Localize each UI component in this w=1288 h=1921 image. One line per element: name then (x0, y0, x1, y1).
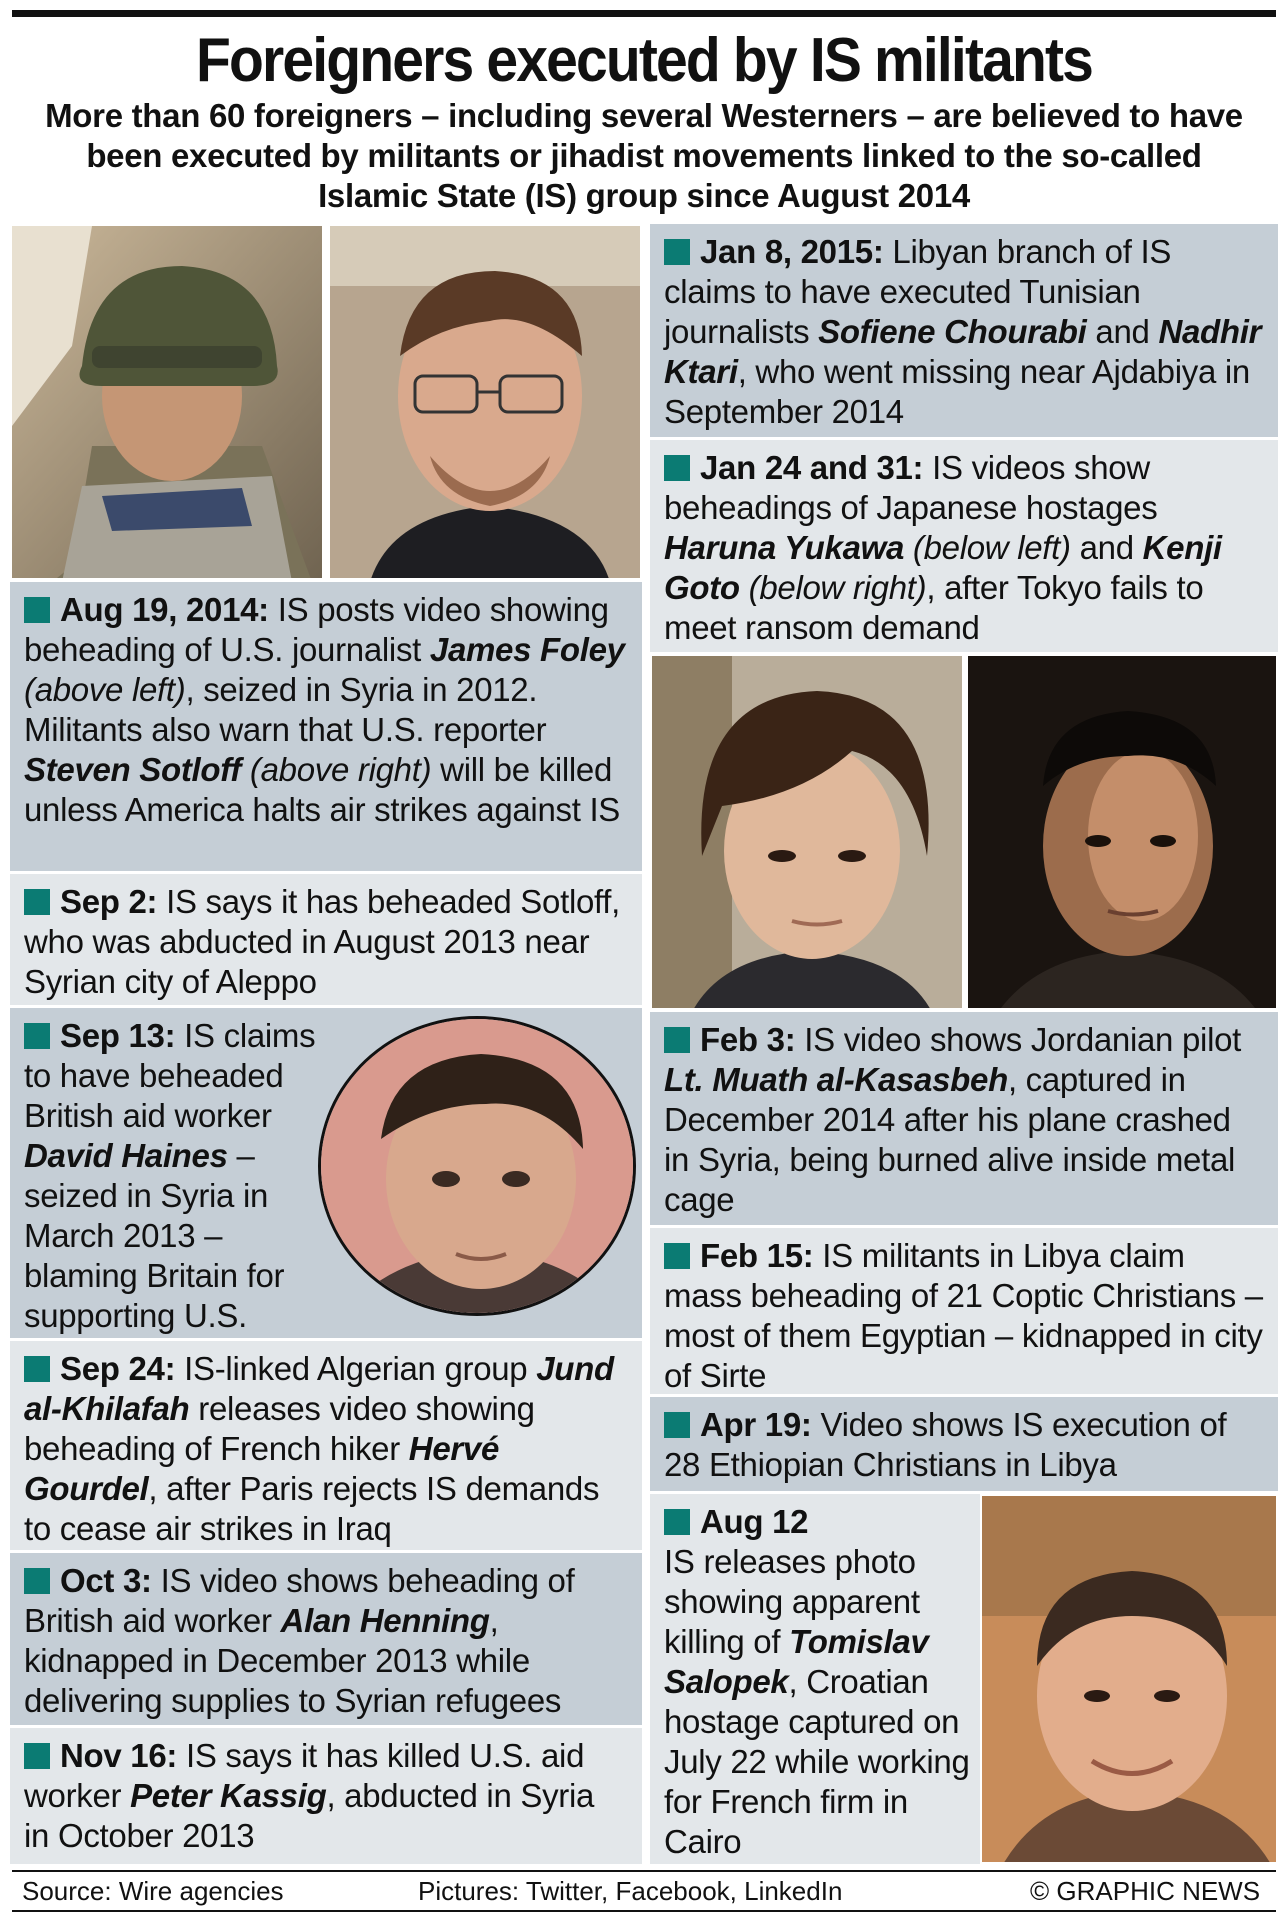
name-nadhir-ktari: Nadhir Ktari (664, 313, 1262, 390)
name-peter-kassig: Peter Kassig (130, 1777, 327, 1814)
footer-rule-top (12, 1870, 1276, 1872)
entry-aug19-2014: Aug 19, 2014: IS posts video showing beheading of U.S. journalist James Foley (above left), seized in Syria in 2012. Militants also warn that U.S. reporter Steven Sotloff (above right) will be killed unless America halts air strikes against IS (10, 582, 642, 871)
entry-feb15: Feb 15: IS militants in Libya claim mass beheading of 21 Coptic Christians – most of them Egyptian – kidnapped in city of Sirte (650, 1228, 1278, 1394)
entry-apr19: Apr 19: Video shows IS execution of 28 Ethiopian Christians in Libya (650, 1397, 1278, 1491)
footer-pictures: Pictures: Twitter, Facebook, LinkedIn (418, 1876, 843, 1906)
photo-david-haines (318, 1016, 636, 1316)
bullet-square-icon (24, 1568, 50, 1594)
photo-kenji-goto (966, 654, 1278, 1010)
entry-nov16: Nov 16: IS says it has killed U.S. aid worker Peter Kassig, abducted in Syria in October 2013 (10, 1728, 642, 1864)
name-jund-al-khilafah: Jund al-Khilafah (24, 1350, 614, 1427)
photo-james-foley (10, 224, 324, 580)
bullet-square-icon (664, 1243, 690, 1269)
name-kenji-goto: Kenji Goto (664, 529, 1222, 606)
entry-aug12: Aug 12 IS releases photo showing apparent killing of Tomislav Salopek, Croatian hostage captured on July 22 while working for French firm in Cairo (650, 1494, 1278, 1864)
bullet-square-icon (24, 1743, 50, 1769)
name-muath-al-kasasbeh: Lt. Muath al-Kasasbeh (664, 1061, 1008, 1098)
name-david-haines: David Haines (24, 1137, 228, 1174)
entry-oct3: Oct 3: IS video shows beheading of British aid worker Alan Henning, kidnapped in December 2013 while delivering supplies to Syrian refugees (10, 1553, 642, 1725)
name-herve-gourdel: Hervé Gourdel (24, 1430, 500, 1507)
bullet-square-icon (664, 1412, 690, 1438)
entry-jan8-2015: Jan 8, 2015: Libyan branch of IS claims to have executed Tunisian journalists Sofiene Chourabi and Nadhir Ktari, who went missing near Ajdabiya in September 2014 (650, 224, 1278, 437)
name-tomislav-salopek: Tomislav Salopek (664, 1623, 929, 1700)
bullet-square-icon (664, 1509, 690, 1535)
name-sofiene-chourabi: Sofiene Chourabi (818, 313, 1087, 350)
footer-rule-bottom (12, 1910, 1276, 1912)
bullet-square-icon (664, 1027, 690, 1053)
name-haruna-yukawa: Haruna Yukawa (664, 529, 905, 566)
name-james-foley: James Foley (429, 631, 625, 668)
top-rule (12, 10, 1276, 17)
bullet-square-icon (24, 597, 50, 623)
photo-steven-sotloff (328, 224, 642, 580)
name-alan-henning: Alan Henning (280, 1602, 490, 1639)
footer-source: Source: Wire agencies (22, 1876, 284, 1906)
subtitle: More than 60 foreigners – including several Westerners – are believed to have been executed by militants or jihadist movements linked to the so-called Islamic State (IS) group since August 2014 (45, 97, 1243, 214)
entry-feb3: Feb 3: IS video shows Jordanian pilot Lt. Muath al-Kasasbeh, captured in December 2014 after his plane crashed in Syria, being burned alive inside metal cage (650, 1012, 1278, 1225)
name-steven-sotloff: Steven Sotloff (24, 751, 242, 788)
entry-sep24: Sep 24: IS-linked Algerian group Jund al-Khilafah releases video showing beheading of French hiker Hervé Gourdel, after Paris rejects IS demands to cease air strikes in Iraq (10, 1341, 642, 1550)
entry-sep13: Sep 13: IS claims to have beheaded British aid worker David Haines – seized in Syria in March 2013 – blaming Britain for supporting U.S. (10, 1008, 642, 1338)
photo-haruna-yukawa (650, 654, 964, 1010)
entry-sep2: Sep 2: IS says it has beheaded Sotloff, who was abducted in August 2013 near Syrian city of Aleppo (10, 874, 642, 1005)
entry-jan24-31: Jan 24 and 31: IS videos show beheadings of Japanese hostages Haruna Yukawa (below left) and Kenji Goto (below right), after Tokyo fails to meet ransom demand (650, 440, 1278, 652)
bullet-square-icon (664, 455, 690, 481)
footer-credit: © GRAPHIC NEWS (1030, 1876, 1261, 1906)
bullet-square-icon (664, 239, 690, 265)
bullet-square-icon (24, 889, 50, 915)
page-title: Foreigners executed by IS militants (195, 26, 1093, 95)
photo-tomislav-salopek (980, 1494, 1278, 1864)
bullet-square-icon (24, 1023, 50, 1049)
bullet-square-icon (24, 1356, 50, 1382)
